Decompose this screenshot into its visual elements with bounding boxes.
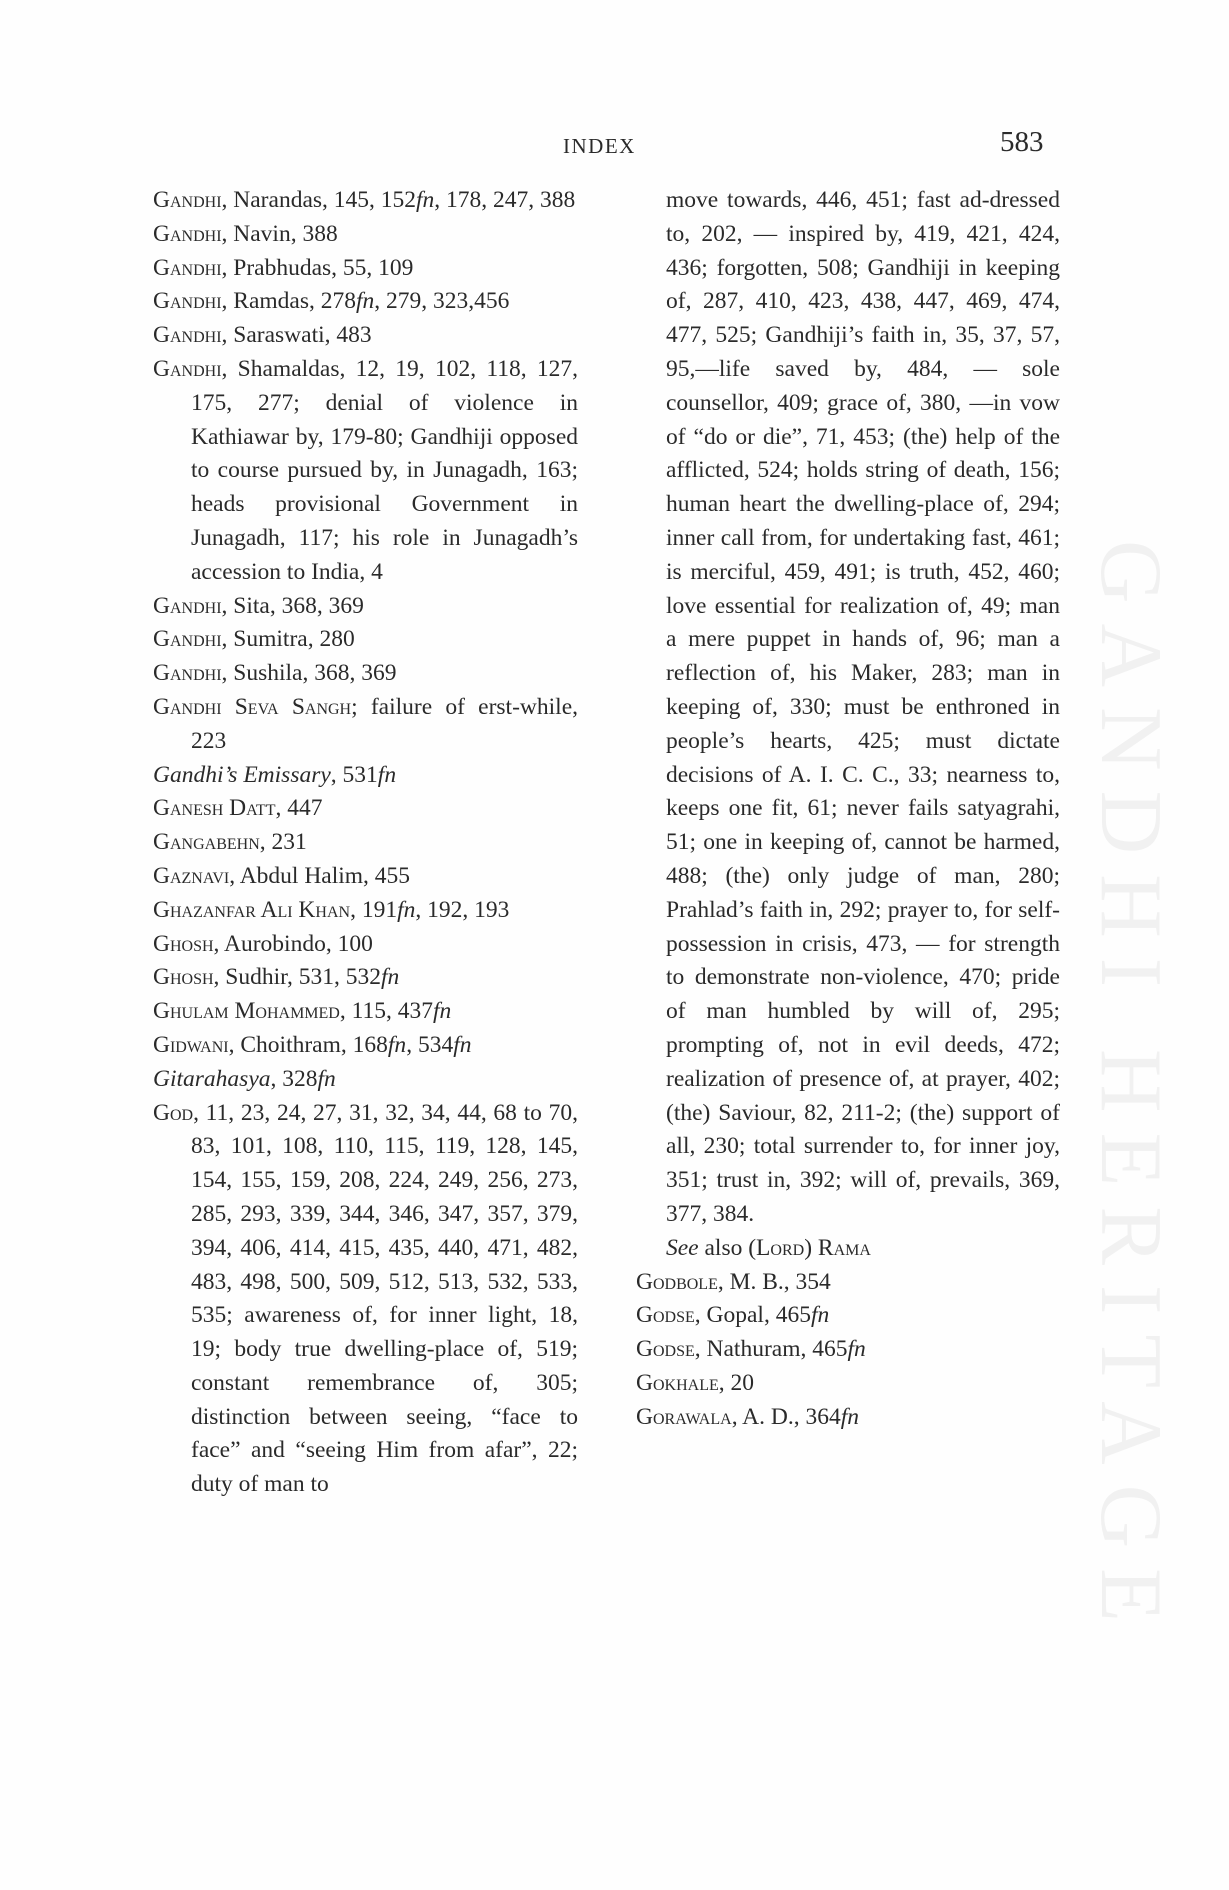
entry-text: , 20 [718, 1369, 754, 1396]
footnote-marker: fn [847, 1336, 866, 1363]
entry-text: , Prabhudas, 55, 109 [221, 254, 414, 281]
index-entry [153, 894, 578, 928]
running-head: INDEX [563, 134, 636, 158]
entry-heading: Gandhi [153, 322, 222, 349]
index-entry [153, 218, 578, 252]
entry-text: , Saraswati, 483 [221, 322, 372, 349]
footnote-marker: fn [416, 187, 435, 213]
entry-text: , Sushila, 368, 369 [221, 660, 397, 687]
footnote-marker: fn [381, 964, 400, 991]
entry-heading: Gaznavi [153, 862, 230, 889]
index-entry [153, 928, 578, 962]
see-also-label: See [666, 1234, 699, 1261]
index-entry [153, 590, 578, 624]
entry-text: , Sudhir, 531, 532 [213, 964, 382, 991]
entry-heading: Ghulam Mohammed [153, 998, 340, 1025]
entry-text: , 279, 323,456 [374, 288, 510, 315]
index-entry [636, 1266, 1060, 1300]
index-entry [153, 353, 578, 590]
index-entry [636, 1299, 1060, 1333]
entry-heading: Gokhale [636, 1369, 719, 1396]
footnote-marker: fn [840, 1403, 859, 1430]
entry-heading: Gidwani [153, 1031, 229, 1058]
index-entry [153, 961, 578, 995]
entry-heading: Gandhi [153, 592, 222, 619]
footnote-marker: fn [810, 1302, 830, 1329]
entry-text: , 178, 247, 388 [434, 187, 576, 213]
entry-heading: Ghazanfar Ali Khan [153, 896, 351, 923]
entry-heading: God [153, 1099, 194, 1126]
entry-heading: Gandhi [153, 187, 222, 213]
entry-text: , A. D., 364 [731, 1403, 841, 1430]
footnote-marker: fn [317, 1065, 336, 1092]
index-entry [153, 184, 578, 218]
entry-text: , 191 [350, 896, 398, 923]
entry-text: , Sita, 368, 369 [221, 592, 364, 619]
entry-heading: Godse [636, 1336, 695, 1363]
see-also-text: also [698, 1234, 749, 1261]
index-column-left [153, 184, 578, 1502]
index-entry [153, 860, 578, 894]
entry-text: , Gopal, 465 [694, 1302, 811, 1329]
entry-text: , Nathuram, 465 [694, 1336, 848, 1363]
entry-heading: Gandhi [153, 220, 222, 247]
index-entry [153, 792, 578, 826]
entry-heading: Godse [636, 1302, 695, 1329]
index-entry [153, 657, 578, 691]
entry-text: , Ramdas, 278 [221, 288, 356, 315]
footnote-marker: fn [453, 1031, 472, 1058]
index-column-right [636, 184, 1060, 1434]
entry-text: , Shamaldas, 12, 19, 102, 118, 127, 175, 277; denial of violence in Kathiawar by, 179-80; Gandhiji opposed to course pursued by, in Junagadh, 163; heads provisional Government in Junagadh, 117; his role in Junagadh’s accession to India, 4 [191, 355, 578, 585]
footnote-marker: fn [433, 998, 452, 1025]
index-entry [153, 1063, 578, 1097]
entry-heading: Gangabehn [153, 829, 260, 856]
entry-text: , Narandas, 145, 152 [221, 187, 417, 213]
entry-heading: Ganesh Datt [153, 795, 276, 822]
entry-heading: Gandhi [153, 660, 222, 687]
entry-heading: Gandhi Seva Sangh [153, 693, 352, 720]
index-entry [153, 623, 578, 657]
index-entries-right [636, 1266, 1060, 1435]
entry-text: , Abdul Halim, 455 [229, 862, 411, 889]
entry-heading: Gandhi [153, 355, 222, 382]
watermark: GANDHI HERITAGE [1082, 540, 1179, 1642]
entry-text: , Sumitra, 280 [221, 626, 355, 653]
entry-text: , Navin, 388 [221, 220, 338, 247]
index-entry [153, 1097, 578, 1503]
index-entry [153, 759, 578, 793]
entry-heading: Godbole [636, 1268, 718, 1295]
entry-text: , M. B., 354 [717, 1268, 831, 1295]
entry-text: , 328 [270, 1065, 318, 1092]
index-entry [636, 1401, 1060, 1435]
footnote-marker: fn [356, 288, 375, 315]
entry-heading: Ghosh [153, 930, 214, 957]
entry-title: Gandhi’s Emissary [153, 761, 331, 788]
footnote-marker: fn [387, 1031, 407, 1058]
entry-text: , 447 [275, 795, 323, 822]
entry-text: , Choithram, 168 [228, 1031, 388, 1058]
footnote-marker: fn [397, 896, 416, 923]
entry-text: , 231 [259, 829, 307, 856]
footnote-marker: fn [377, 761, 397, 788]
entry-text: , 11, 23, 24, 27, 31, 32, 34, 44, 68 to 70, 83, 101, 108, 110, 115, 119, 128, 145, 154, 155, 159, 208, 224, 249, 256, 273, 285, 293, 339, 344, 346, 347, 357, 379, 394, 406, 414, 415, 435, 440, 471, 482, 483, 498, 500, 509, 512, 513, 532, 533, 535; awareness of, for inner light, 18, 19; body true dwelling-place of, 519; constant remembrance of, 305; distinction between seeing, “face to face” and “seeing Him from afar”, 22; duty of man to [191, 1099, 578, 1498]
entry-heading: Gandhi [153, 288, 222, 315]
index-entry [153, 285, 578, 319]
entry-heading: Gandhi [153, 254, 222, 281]
entry-title: Gitarahasya [153, 1065, 271, 1092]
index-entry [153, 1029, 578, 1063]
entry-heading: Gandhi [153, 626, 222, 653]
continuation-text: move towards, 446, 451; fast ad-dressed to, 202, — inspired by, 419, 421, 424, 436; forgotten, 508; Gandhiji in keeping of, 287, 410, 423, 438, 447, 469, 474, 477, 525; Gandhiji’s faith in, 35, 37, 57, 95,—life saved by, 484, — sole counsellor, 409; grace of, 380, —in vow of “do or die”, 71, 453; (the) help of the afflicted, 524; holds string of death, 156; human heart the dwelling-place of, 294; inner call from, for undertaking fast, 461; is merciful, 459, 491; is truth, 452, 460; love essential for realization of, 49; man a mere puppet in hands of, 96; man a reflection of, his Maker, 283; man in keeping of, 330; must be enthroned in people’s hearts, 425; must dictate decisions of A. I. C. C., 33; nearness to, keeps one fit, 61; never fails satyagrahi, 51; one in keeping of, cannot be harmed, 488; (the) only judge of man, 280; Prahlad’s faith in, 292; prayer to, for self-possession in crisis, 473, — for strength to demonstrate non-violence, 470; pride of man humbled by will of, 295; prompting of, not in evil deeds, 472; realization of presence of, at prayer, 402; (the) Saviour, 82, 211-2; (the) support of all, 230; total surrender to, for inner joy, 351; trust in, 392; will of, prevails, 369, 377, 384. [666, 187, 1060, 1227]
entry-text: , 115, 437 [339, 998, 433, 1025]
entry-heading: Gorawala [636, 1403, 732, 1430]
entry-text: , 534 [406, 1031, 454, 1058]
see-also-reference[interactable]: (Lord) Rama [748, 1234, 871, 1261]
entry-heading: Ghosh [153, 964, 214, 991]
entry-text: , 531 [330, 761, 378, 788]
index-entry [153, 826, 578, 860]
index-entry [153, 691, 578, 759]
entry-text: ; failure of erst-while, 223 [191, 693, 578, 754]
index-entry [636, 1367, 1060, 1401]
index-entry [153, 319, 578, 353]
index-entry [636, 1333, 1060, 1367]
entry-text: , 192, 193 [415, 896, 510, 923]
entry-text: , Aurobindo, 100 [213, 930, 373, 957]
index-entry [153, 995, 578, 1029]
index-entry-continuation [636, 184, 1060, 1266]
page-number: 583 [1000, 126, 1044, 158]
index-entry [153, 252, 578, 286]
